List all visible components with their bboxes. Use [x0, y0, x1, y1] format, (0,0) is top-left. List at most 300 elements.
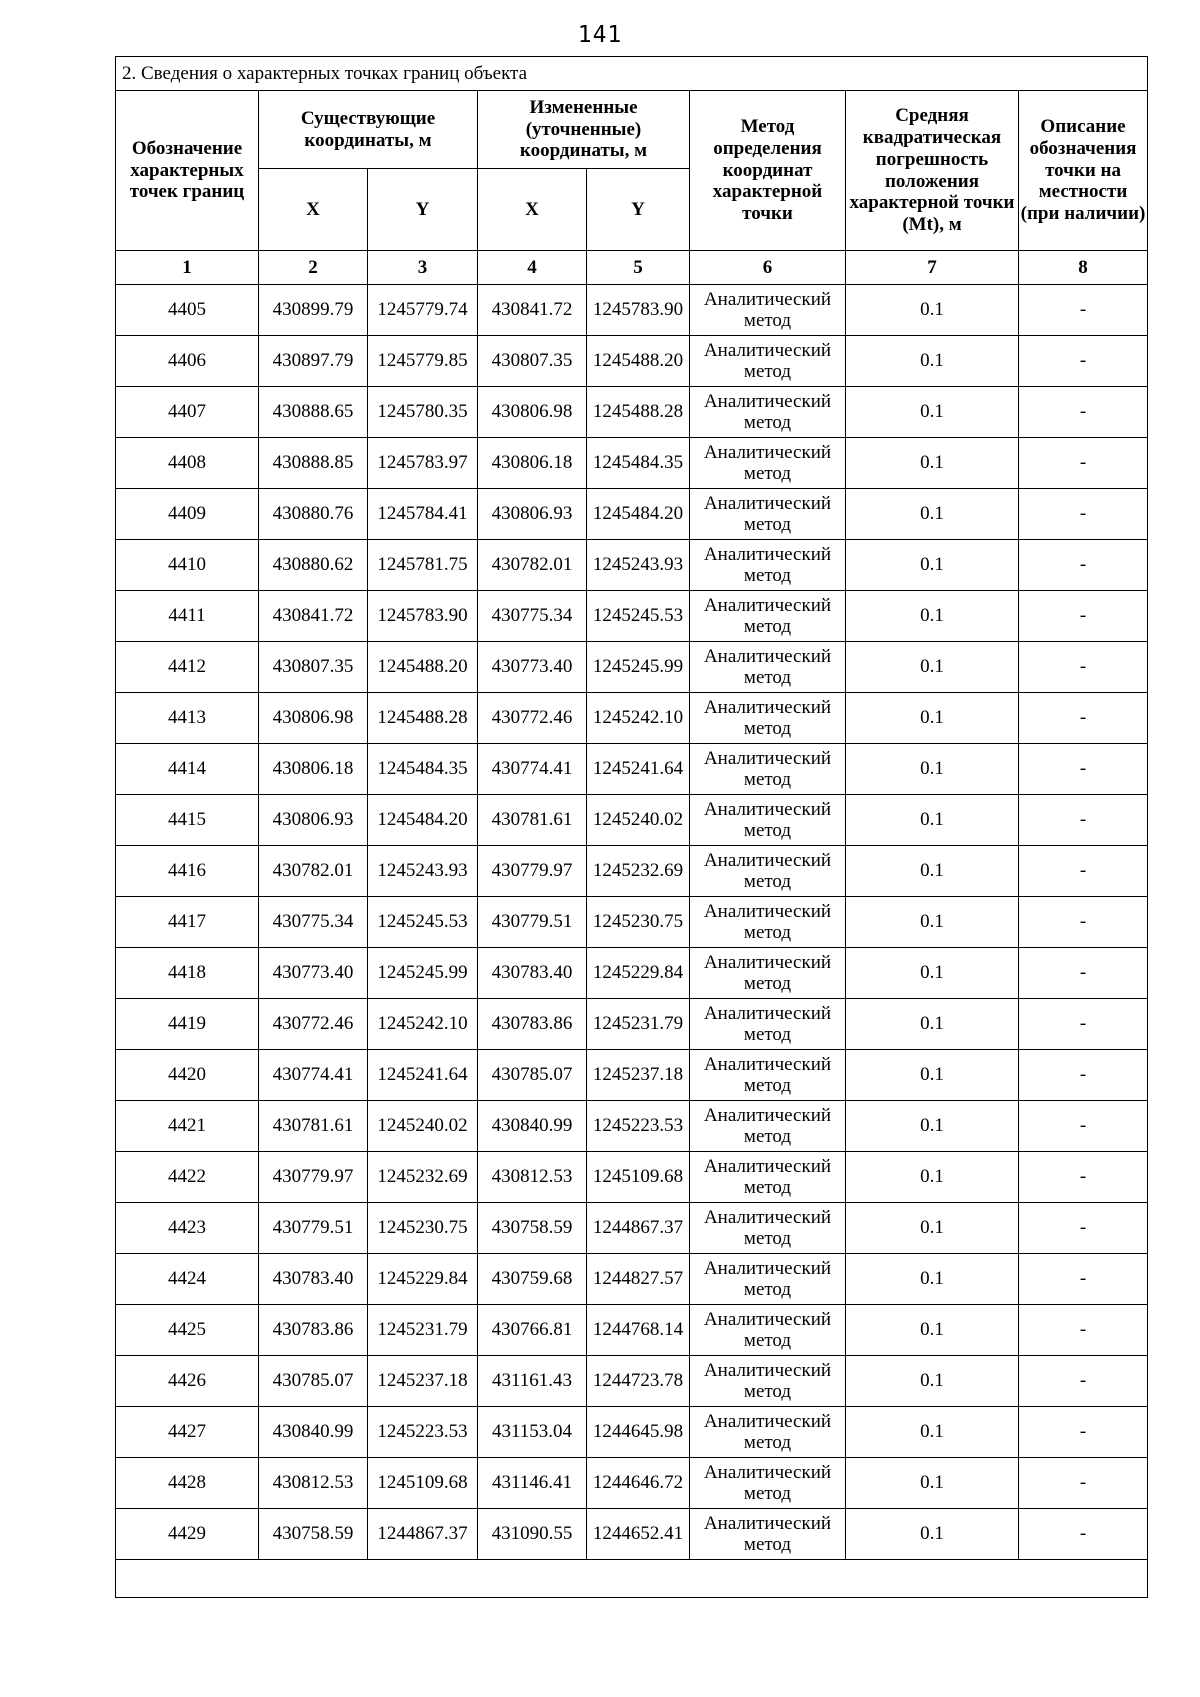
page-number: 141: [577, 22, 623, 48]
point-cell: 4425: [116, 1305, 259, 1356]
error-cell: 0.1: [846, 1407, 1019, 1458]
method-cell: [690, 489, 846, 540]
table-row: [116, 1407, 1148, 1458]
changed-y-cell: 1244645.98: [587, 1407, 690, 1458]
point-cell: 4407: [116, 387, 259, 438]
existing-y-cell: 1245243.93: [368, 846, 478, 897]
column-number: 1: [116, 251, 259, 285]
error-cell: 0.1: [846, 642, 1019, 693]
description-cell: -: [1019, 693, 1148, 744]
existing-x-cell: 430807.35: [259, 642, 368, 693]
existing-y-cell: 1245232.69: [368, 1152, 478, 1203]
table-row: [116, 1254, 1148, 1305]
existing-y-cell: 1245779.74: [368, 285, 478, 336]
method-cell: [690, 1305, 846, 1356]
method-text: Аналитический: [703, 1002, 832, 1024]
changed-x-cell: 430779.51: [478, 897, 587, 948]
existing-x-cell: 430772.46: [259, 999, 368, 1050]
existing-y-cell: 1245109.68: [368, 1458, 478, 1509]
existing-y-cell: 1245245.53: [368, 897, 478, 948]
method-cell: [690, 1050, 846, 1101]
column-number: 5: [587, 251, 690, 285]
changed-y-cell: 1244867.37: [587, 1203, 690, 1254]
method-text: метод: [743, 1228, 792, 1249]
existing-x-cell: 430888.65: [259, 387, 368, 438]
column-number: 4: [478, 251, 587, 285]
changed-x-cell: 430785.07: [478, 1050, 587, 1101]
method-text: Аналитический: [703, 1512, 832, 1534]
table-row: [116, 744, 1148, 795]
method-cell: [690, 795, 846, 846]
changed-y-cell: 1245245.99: [587, 642, 690, 693]
column-number: 7: [846, 251, 1019, 285]
method-text: метод: [743, 565, 792, 586]
description-cell: -: [1019, 285, 1148, 336]
description-cell: -: [1019, 642, 1148, 693]
column-number: 2: [259, 251, 368, 285]
existing-y-cell: 1245488.20: [368, 642, 478, 693]
description-cell: -: [1019, 336, 1148, 387]
description-cell: -: [1019, 1101, 1148, 1152]
header-changed-coords: Измененные (уточненные) координаты, м: [478, 91, 690, 169]
changed-x-cell: 430758.59: [478, 1203, 587, 1254]
changed-x-cell: 430806.93: [478, 489, 587, 540]
existing-x-cell: 430774.41: [259, 1050, 368, 1101]
point-cell: 4414: [116, 744, 259, 795]
existing-y-cell: 1245240.02: [368, 1101, 478, 1152]
method-text: метод: [743, 616, 792, 637]
method-text: метод: [743, 1279, 792, 1300]
changed-y-cell: 1245488.28: [587, 387, 690, 438]
method-text: метод: [743, 871, 792, 892]
point-cell: 4423: [116, 1203, 259, 1254]
method-cell: [690, 744, 846, 795]
description-cell: -: [1019, 1254, 1148, 1305]
changed-y-cell: 1244723.78: [587, 1356, 690, 1407]
point-cell: 4406: [116, 336, 259, 387]
changed-y-cell: 1245783.90: [587, 285, 690, 336]
error-cell: 0.1: [846, 846, 1019, 897]
existing-y-cell: 1245242.10: [368, 999, 478, 1050]
changed-y-cell: 1244768.14: [587, 1305, 690, 1356]
method-text: метод: [743, 1432, 792, 1453]
existing-x-cell: 430840.99: [259, 1407, 368, 1458]
changed-y-cell: 1245232.69: [587, 846, 690, 897]
method-text: метод: [743, 1075, 792, 1096]
table-row: [116, 693, 1148, 744]
point-cell: 4405: [116, 285, 259, 336]
point-cell: 4429: [116, 1509, 259, 1560]
error-cell: 0.1: [846, 1152, 1019, 1203]
changed-x-cell: 431153.04: [478, 1407, 587, 1458]
table-row: [116, 897, 1148, 948]
error-cell: 0.1: [846, 1509, 1019, 1560]
existing-x-cell: 430806.93: [259, 795, 368, 846]
method-cell: [690, 591, 846, 642]
method-text: Аналитический: [703, 492, 832, 514]
existing-x-cell: 430806.18: [259, 744, 368, 795]
changed-y-cell: 1245230.75: [587, 897, 690, 948]
existing-x-cell: 430781.61: [259, 1101, 368, 1152]
header-existing-coords: Существующие координаты, м: [259, 91, 478, 169]
method-cell: [690, 1407, 846, 1458]
method-text: Аналитический: [703, 747, 832, 769]
existing-y-cell: 1245484.20: [368, 795, 478, 846]
method-text: Аналитический: [703, 951, 832, 973]
description-cell: -: [1019, 846, 1148, 897]
method-text: метод: [743, 412, 792, 433]
method-text: Аналитический: [703, 849, 832, 871]
method-text: Аналитический: [703, 900, 832, 922]
section-title: 2. Сведения о характерных точках границ объекта: [116, 57, 1148, 91]
existing-y-cell: 1245230.75: [368, 1203, 478, 1254]
existing-y-cell: 1245223.53: [368, 1407, 478, 1458]
changed-y-cell: 1245245.53: [587, 591, 690, 642]
changed-y-cell: 1245240.02: [587, 795, 690, 846]
table-row: [116, 846, 1148, 897]
table-row: [116, 1152, 1148, 1203]
error-cell: 0.1: [846, 1254, 1019, 1305]
method-cell: [690, 948, 846, 999]
description-cell: -: [1019, 1509, 1148, 1560]
existing-y-cell: 1244867.37: [368, 1509, 478, 1560]
existing-y-cell: 1245783.97: [368, 438, 478, 489]
existing-x-cell: 430880.62: [259, 540, 368, 591]
column-numbers-row: [116, 251, 1148, 285]
changed-x-cell: 430766.81: [478, 1305, 587, 1356]
existing-y-cell: 1245484.35: [368, 744, 478, 795]
existing-x-cell: 430880.76: [259, 489, 368, 540]
method-text: Аналитический: [703, 1053, 832, 1075]
header-description: Описание обозначения точки на местности (при наличии): [1019, 91, 1148, 251]
header-existing-x: X: [259, 169, 368, 251]
existing-x-cell: 430779.51: [259, 1203, 368, 1254]
changed-x-cell: 430773.40: [478, 642, 587, 693]
column-number: 3: [368, 251, 478, 285]
changed-x-cell: 430807.35: [478, 336, 587, 387]
method-cell: [690, 285, 846, 336]
table-row: [116, 1356, 1148, 1407]
error-cell: 0.1: [846, 795, 1019, 846]
existing-x-cell: 430888.85: [259, 438, 368, 489]
method-text: метод: [743, 1126, 792, 1147]
point-cell: 4417: [116, 897, 259, 948]
changed-y-cell: 1245237.18: [587, 1050, 690, 1101]
changed-x-cell: 430774.41: [478, 744, 587, 795]
point-cell: 4422: [116, 1152, 259, 1203]
method-text: Аналитический: [703, 339, 832, 361]
error-cell: 0.1: [846, 1458, 1019, 1509]
error-cell: 0.1: [846, 948, 1019, 999]
point-cell: 4413: [116, 693, 259, 744]
description-cell: -: [1019, 438, 1148, 489]
method-text: метод: [743, 1381, 792, 1402]
existing-x-cell: 430783.86: [259, 1305, 368, 1356]
description-cell: -: [1019, 795, 1148, 846]
boundary-points-table: [115, 56, 1148, 1598]
table-row: [116, 795, 1148, 846]
method-text: Аналитический: [703, 594, 832, 616]
error-cell: 0.1: [846, 591, 1019, 642]
method-text: метод: [743, 769, 792, 790]
table-row: [116, 438, 1148, 489]
error-cell: 0.1: [846, 285, 1019, 336]
changed-y-cell: 1245109.68: [587, 1152, 690, 1203]
existing-y-cell: 1245231.79: [368, 1305, 478, 1356]
method-text: метод: [743, 1177, 792, 1198]
error-cell: 0.1: [846, 897, 1019, 948]
method-text: Аналитический: [703, 798, 832, 820]
method-cell: [690, 438, 846, 489]
changed-x-cell: 430783.40: [478, 948, 587, 999]
method-cell: [690, 540, 846, 591]
existing-y-cell: 1245780.35: [368, 387, 478, 438]
changed-x-cell: 430759.68: [478, 1254, 587, 1305]
changed-x-cell: 430840.99: [478, 1101, 587, 1152]
error-cell: 0.1: [846, 387, 1019, 438]
method-text: метод: [743, 667, 792, 688]
point-cell: 4410: [116, 540, 259, 591]
changed-y-cell: 1245242.10: [587, 693, 690, 744]
changed-y-cell: 1244827.57: [587, 1254, 690, 1305]
changed-x-cell: 430779.97: [478, 846, 587, 897]
header-changed-y: Y: [587, 169, 690, 251]
existing-x-cell: 430806.98: [259, 693, 368, 744]
description-cell: -: [1019, 387, 1148, 438]
existing-x-cell: 430758.59: [259, 1509, 368, 1560]
method-cell: [690, 1509, 846, 1560]
description-cell: -: [1019, 1458, 1148, 1509]
header-row: [116, 91, 1148, 169]
existing-y-cell: 1245779.85: [368, 336, 478, 387]
method-cell: [690, 387, 846, 438]
changed-y-cell: 1244646.72: [587, 1458, 690, 1509]
table-row: [116, 999, 1148, 1050]
method-cell: [690, 1203, 846, 1254]
description-cell: -: [1019, 540, 1148, 591]
table-row: [116, 1050, 1148, 1101]
error-cell: 0.1: [846, 1203, 1019, 1254]
description-cell: -: [1019, 1305, 1148, 1356]
blank-cell: [116, 1560, 1148, 1598]
error-cell: 0.1: [846, 1050, 1019, 1101]
error-cell: 0.1: [846, 1356, 1019, 1407]
changed-x-cell: 430772.46: [478, 693, 587, 744]
method-text: Аналитический: [703, 1461, 832, 1483]
method-text: метод: [743, 1024, 792, 1045]
existing-x-cell: 430773.40: [259, 948, 368, 999]
method-text: метод: [743, 1534, 792, 1555]
description-cell: -: [1019, 744, 1148, 795]
header-existing-y: Y: [368, 169, 478, 251]
existing-x-cell: 430785.07: [259, 1356, 368, 1407]
changed-y-cell: 1245241.64: [587, 744, 690, 795]
header-changed-x: X: [478, 169, 587, 251]
point-cell: 4416: [116, 846, 259, 897]
changed-y-cell: 1245484.20: [587, 489, 690, 540]
existing-x-cell: 430812.53: [259, 1458, 368, 1509]
method-text: Аналитический: [703, 441, 832, 463]
point-cell: 4409: [116, 489, 259, 540]
changed-x-cell: 431161.43: [478, 1356, 587, 1407]
method-text: Аналитический: [703, 1155, 832, 1177]
changed-y-cell: 1245488.20: [587, 336, 690, 387]
error-cell: 0.1: [846, 1101, 1019, 1152]
description-cell: -: [1019, 489, 1148, 540]
method-cell: [690, 1101, 846, 1152]
method-cell: [690, 693, 846, 744]
point-cell: 4408: [116, 438, 259, 489]
existing-y-cell: 1245237.18: [368, 1356, 478, 1407]
method-text: Аналитический: [703, 696, 832, 718]
changed-x-cell: 430783.86: [478, 999, 587, 1050]
existing-y-cell: 1245245.99: [368, 948, 478, 999]
point-cell: 4428: [116, 1458, 259, 1509]
method-text: метод: [743, 361, 792, 382]
method-cell: [690, 1458, 846, 1509]
description-cell: -: [1019, 999, 1148, 1050]
method-text: метод: [743, 1330, 792, 1351]
method-text: метод: [743, 310, 792, 331]
changed-x-cell: 430806.18: [478, 438, 587, 489]
table-row: [116, 1203, 1148, 1254]
point-cell: 4411: [116, 591, 259, 642]
method-cell: [690, 1152, 846, 1203]
existing-y-cell: 1245241.64: [368, 1050, 478, 1101]
changed-y-cell: 1245231.79: [587, 999, 690, 1050]
table-row: [116, 948, 1148, 999]
table-row: [116, 1305, 1148, 1356]
changed-y-cell: 1245243.93: [587, 540, 690, 591]
method-text: Аналитический: [703, 1257, 832, 1279]
method-text: метод: [743, 514, 792, 535]
error-cell: 0.1: [846, 999, 1019, 1050]
method-cell: [690, 897, 846, 948]
existing-x-cell: 430783.40: [259, 1254, 368, 1305]
method-cell: [690, 846, 846, 897]
table-row: [116, 1458, 1148, 1509]
table-row: [116, 336, 1148, 387]
method-text: метод: [743, 1483, 792, 1504]
changed-x-cell: 431090.55: [478, 1509, 587, 1560]
changed-x-cell: 431146.41: [478, 1458, 587, 1509]
point-cell: 4424: [116, 1254, 259, 1305]
point-cell: 4415: [116, 795, 259, 846]
blank-row: [116, 1560, 1148, 1598]
table-row: [116, 489, 1148, 540]
changed-y-cell: 1245223.53: [587, 1101, 690, 1152]
changed-x-cell: 430806.98: [478, 387, 587, 438]
table-row: [116, 591, 1148, 642]
existing-x-cell: 430775.34: [259, 897, 368, 948]
changed-x-cell: 430841.72: [478, 285, 587, 336]
method-text: Аналитический: [703, 390, 832, 412]
point-cell: 4419: [116, 999, 259, 1050]
method-text: метод: [743, 973, 792, 994]
header-error: Средняя квадратическая погрешность положения характерной точки (Mt), м: [846, 91, 1019, 251]
method-text: Аналитический: [703, 288, 832, 310]
point-cell: 4412: [116, 642, 259, 693]
error-cell: 0.1: [846, 540, 1019, 591]
existing-x-cell: 430897.79: [259, 336, 368, 387]
error-cell: 0.1: [846, 438, 1019, 489]
method-text: метод: [743, 718, 792, 739]
column-number: 6: [690, 251, 846, 285]
method-text: Аналитический: [703, 1410, 832, 1432]
method-text: Аналитический: [703, 645, 832, 667]
existing-x-cell: 430782.01: [259, 846, 368, 897]
description-cell: -: [1019, 897, 1148, 948]
existing-y-cell: 1245488.28: [368, 693, 478, 744]
changed-x-cell: 430812.53: [478, 1152, 587, 1203]
header-method: Метод определения координат характерной точки: [690, 91, 846, 251]
point-cell: 4427: [116, 1407, 259, 1458]
description-cell: -: [1019, 948, 1148, 999]
method-text: Аналитический: [703, 1104, 832, 1126]
method-cell: [690, 1356, 846, 1407]
existing-x-cell: 430779.97: [259, 1152, 368, 1203]
error-cell: 0.1: [846, 489, 1019, 540]
point-cell: 4420: [116, 1050, 259, 1101]
table-row: [116, 642, 1148, 693]
table-row: [116, 1101, 1148, 1152]
table-row: [116, 285, 1148, 336]
existing-x-cell: 430899.79: [259, 285, 368, 336]
changed-x-cell: 430781.61: [478, 795, 587, 846]
method-text: метод: [743, 922, 792, 943]
changed-y-cell: 1245229.84: [587, 948, 690, 999]
error-cell: 0.1: [846, 1305, 1019, 1356]
method-text: Аналитический: [703, 1308, 832, 1330]
error-cell: 0.1: [846, 693, 1019, 744]
existing-y-cell: 1245229.84: [368, 1254, 478, 1305]
existing-x-cell: 430841.72: [259, 591, 368, 642]
description-cell: -: [1019, 1050, 1148, 1101]
column-number: 8: [1019, 251, 1148, 285]
existing-y-cell: 1245783.90: [368, 591, 478, 642]
error-cell: 0.1: [846, 336, 1019, 387]
table-row: [116, 540, 1148, 591]
method-cell: [690, 336, 846, 387]
error-cell: 0.1: [846, 744, 1019, 795]
changed-x-cell: 430775.34: [478, 591, 587, 642]
point-cell: 4421: [116, 1101, 259, 1152]
existing-y-cell: 1245781.75: [368, 540, 478, 591]
description-cell: -: [1019, 591, 1148, 642]
method-cell: [690, 642, 846, 693]
header-designation: Обозначение характерных точек границ: [116, 91, 259, 251]
method-text: Аналитический: [703, 1206, 832, 1228]
changed-y-cell: 1244652.41: [587, 1509, 690, 1560]
table-row: [116, 1509, 1148, 1560]
table-row: [116, 387, 1148, 438]
method-cell: [690, 999, 846, 1050]
description-cell: -: [1019, 1203, 1148, 1254]
point-cell: 4426: [116, 1356, 259, 1407]
method-text: метод: [743, 820, 792, 841]
point-cell: 4418: [116, 948, 259, 999]
description-cell: -: [1019, 1407, 1148, 1458]
changed-x-cell: 430782.01: [478, 540, 587, 591]
method-cell: [690, 1254, 846, 1305]
existing-y-cell: 1245784.41: [368, 489, 478, 540]
method-text: Аналитический: [703, 543, 832, 565]
section-title-row: [116, 57, 1148, 91]
description-cell: -: [1019, 1152, 1148, 1203]
description-cell: -: [1019, 1356, 1148, 1407]
method-text: Аналитический: [703, 1359, 832, 1381]
method-text: метод: [743, 463, 792, 484]
